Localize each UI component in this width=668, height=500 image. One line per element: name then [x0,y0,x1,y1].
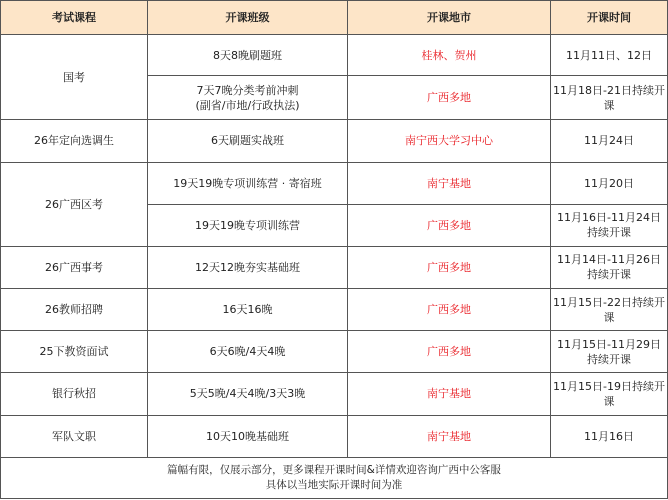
header-class: 开课班级 [148,1,348,35]
header-exam: 考试课程 [1,1,148,35]
exam-cell: 银行秋招 [1,373,148,415]
class-cell-line: 7天7晚分类考前冲刺 [196,83,299,97]
class-cell: 10天10晚基础班 [148,415,348,457]
time-cell: 11月18日-21日持续开课 [551,76,668,120]
time-cell: 11月20日 [551,162,668,204]
city-cell: 桂林、贺州 [348,35,551,76]
exam-cell: 26教师招聘 [1,289,148,331]
class-cell-line: (副省/市地/行政执法) [195,98,300,112]
time-cell: 11月11日、12日 [551,35,668,76]
time-cell: 11月16日-11月24日持续开课 [551,204,668,246]
table-row [1,246,668,288]
city-cell: 南宁基地 [348,415,551,457]
time-cell: 11月24日 [551,120,668,162]
exam-cell: 26广西事考 [1,246,148,288]
table-row [1,373,668,415]
class-cell: 6天刷题实战班 [148,120,348,162]
time-cell: 11月15日-22日持续开课 [551,289,668,331]
exam-cell: 25下教资面试 [1,331,148,373]
table-row [1,415,668,457]
time-cell: 11月14日-11月26日持续开课 [551,246,668,288]
footer-line: 具体以当地实际开课时间为准 [265,478,403,491]
city-cell: 南宁西大学习中心 [348,120,551,162]
class-cell: 16天16晚 [148,289,348,331]
exam-cell: 26年定向选调生 [1,120,148,162]
exam-cell: 国考 [1,35,148,120]
city-cell: 广西多地 [348,204,551,246]
footer-line: 篇幅有限，仅展示部分，更多课程开课时间&详情欢迎咨询广西中公客服 [167,463,501,476]
table-row [1,120,668,162]
class-cell: 19天19晚专项训练营 · 寄宿班 [148,162,348,204]
header-time: 开课时间 [551,1,668,35]
class-cell: 8天8晚刷题班 [148,35,348,76]
city-cell: 广西多地 [348,246,551,288]
footer-row [1,457,668,498]
class-cell [148,76,348,120]
city-cell: 广西多地 [348,76,551,120]
city-cell: 南宁基地 [348,373,551,415]
class-cell: 5天5晚/4天4晚/3天3晚 [148,373,348,415]
header-city: 开课地市 [348,1,551,35]
time-cell: 11月15日-19日持续开课 [551,373,668,415]
exam-cell: 26广西区考 [1,162,148,246]
footer-note [1,457,668,498]
city-cell: 南宁基地 [348,162,551,204]
table-row [1,289,668,331]
table-row [1,162,668,204]
class-cell: 6天6晚/4天4晚 [148,331,348,373]
time-cell: 11月16日 [551,415,668,457]
table-row [1,331,668,373]
time-cell: 11月15日-11月29日持续开课 [551,331,668,373]
exam-cell: 军队文职 [1,415,148,457]
class-cell: 12天12晚夯实基础班 [148,246,348,288]
table-header-row [1,1,668,35]
class-cell: 19天19晚专项训练营 [148,204,348,246]
table-row [1,35,668,76]
city-cell: 广西多地 [348,289,551,331]
city-cell: 广西多地 [348,331,551,373]
